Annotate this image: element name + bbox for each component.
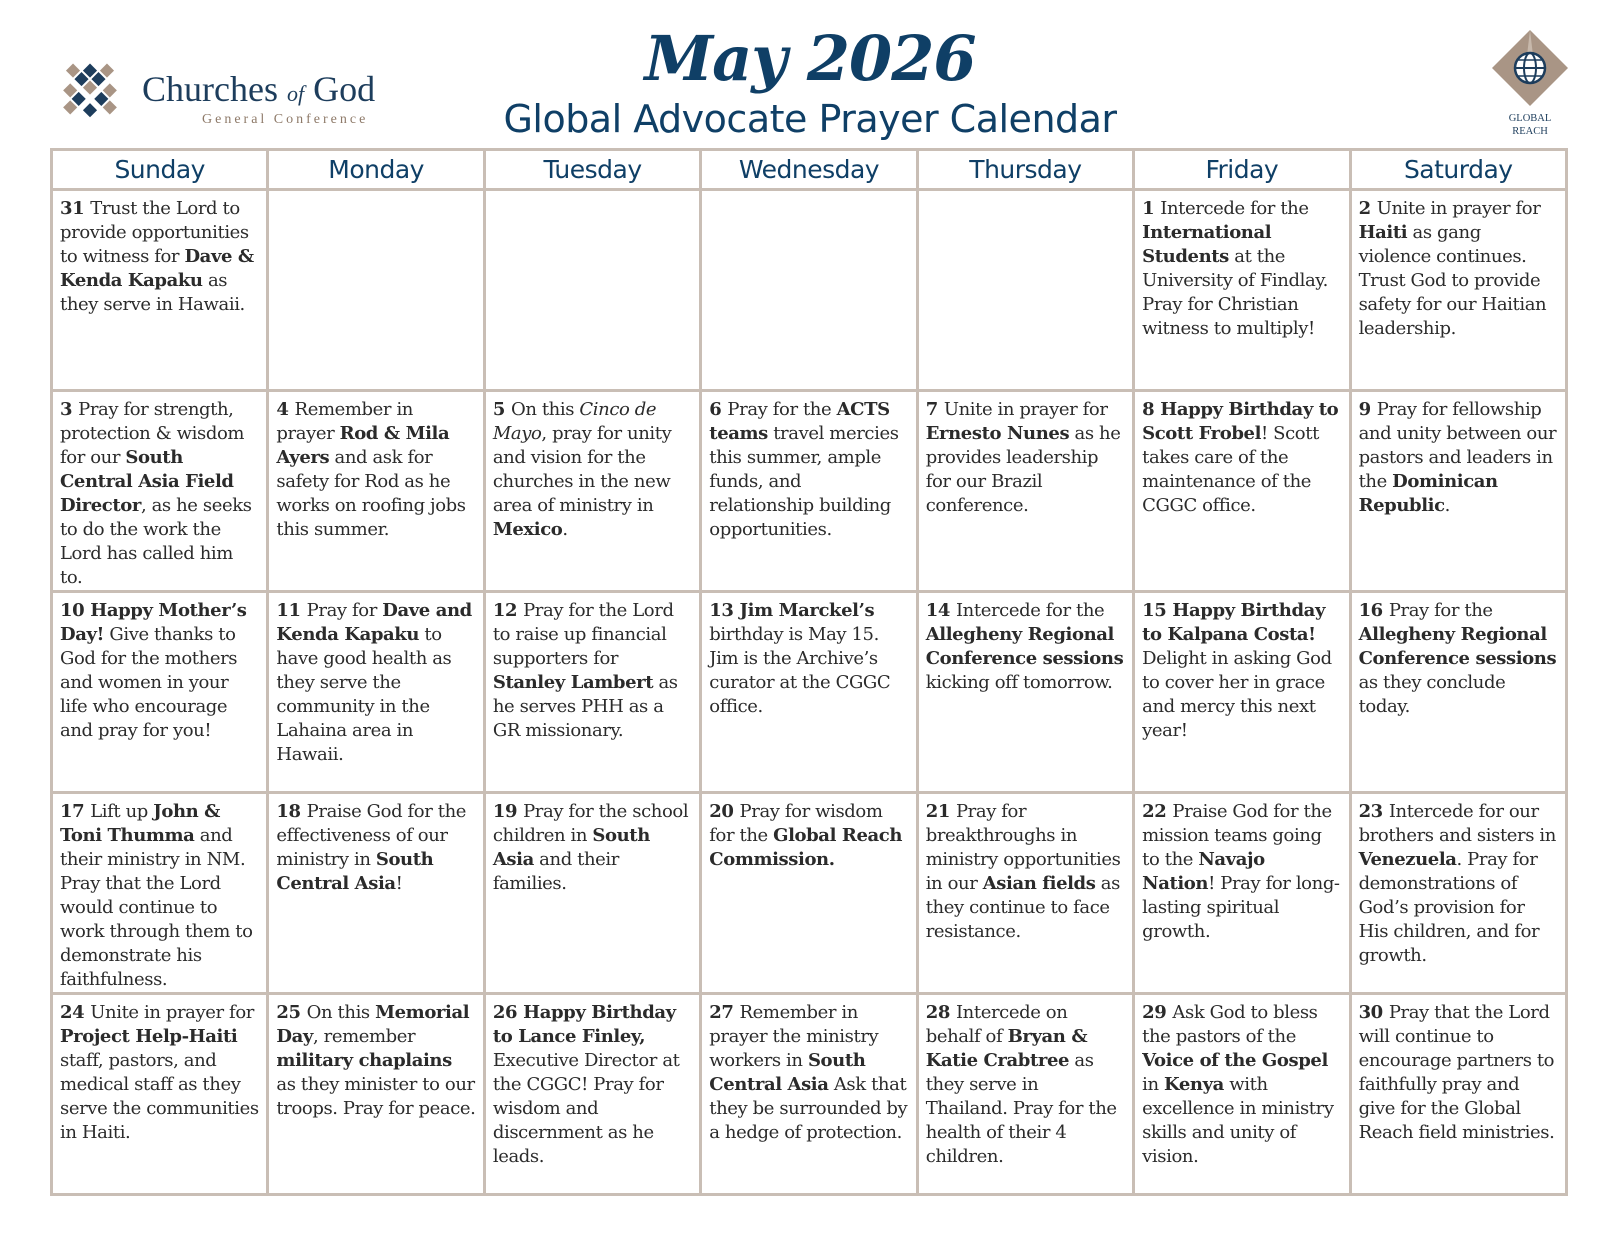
day-cell-6 xyxy=(702,392,918,593)
prayer-text: and their ministry in NM. Pray that the Lord would continue to work through them to demonstrate his faithfulness. xyxy=(60,825,253,990)
prayer-text: travel mercies this summer, ample funds, and relationship building opportunities. xyxy=(709,423,899,540)
day-number: 19 xyxy=(492,801,518,822)
org-subtitle: General Conference xyxy=(202,112,369,127)
day-cell-23 xyxy=(1352,794,1568,995)
prayer-text: Remember in prayer the ministry workers in xyxy=(709,1002,879,1071)
highlight-text: John & Toni Thumma xyxy=(60,801,221,846)
prayer-text: Intercede for our brothers and sisters in xyxy=(1358,801,1556,846)
globe-diamond-icon xyxy=(1480,28,1580,112)
highlight-text: Dave and Kenda Kapaku xyxy=(276,600,472,645)
prayer-text: , as he seeks to do the work the Lord has called him to. xyxy=(60,495,252,588)
prayer-text: Ask God to bless the pastors of the xyxy=(1142,1002,1318,1047)
day-number: 25 xyxy=(276,1002,301,1023)
title-block xyxy=(460,20,1160,142)
highlight-text: Venezuela xyxy=(1358,849,1457,870)
day-number: 16 xyxy=(1358,600,1383,621)
prayer-text: Trust the Lord to provide opportunities to witness for xyxy=(60,198,249,267)
prayer-text: Ask that they be surrounded by a hedge of protection. xyxy=(709,1074,908,1143)
day-number: 5 xyxy=(492,399,505,420)
day-number: 8 xyxy=(1142,399,1155,420)
highlight-text: South Asia xyxy=(492,825,650,870)
day-cell-17 xyxy=(53,794,269,995)
highlight-text: International Students xyxy=(1142,222,1272,267)
day-cell-15 xyxy=(1135,593,1351,794)
prayer-text: and their families. xyxy=(492,849,619,894)
weekday-header-saturday: Saturday xyxy=(1352,151,1568,191)
highlight-text: ACTS teams xyxy=(709,399,890,444)
day-cell-16 xyxy=(1352,593,1568,794)
prayer-text: Pray that the Lord will continue to encourage partners to faithfully pray and give for the Global Reach field ministries. xyxy=(1358,1002,1555,1143)
prayer-text: Unite in prayer for xyxy=(943,399,1108,420)
day-number: 7 xyxy=(925,399,938,420)
day-cell-1 xyxy=(1135,191,1351,392)
highlight-text: Ernesto Nunes xyxy=(925,423,1070,444)
day-cell-11 xyxy=(269,593,485,794)
day-cell-9 xyxy=(1352,392,1568,593)
day-cell-10 xyxy=(53,593,269,794)
day-number: 21 xyxy=(925,801,950,822)
prayer-text: as they continue to face resistance. xyxy=(925,873,1120,942)
prayer-text: as they serve in Thailand. Pray for the health of their 4 children. xyxy=(925,1050,1117,1167)
highlight-text: Memorial Day xyxy=(276,1002,470,1047)
day-number: 27 xyxy=(709,1002,734,1023)
day-number: 4 xyxy=(276,399,289,420)
prayer-text: and ask for safety for Rod as he works on roofing jobs this summer. xyxy=(276,447,466,540)
prayer-text: to have good health as they serve the community in the Lahaina area in Hawaii. xyxy=(276,624,452,765)
empty-day-cell xyxy=(269,191,485,392)
prayer-text: , remember xyxy=(312,1026,416,1047)
day-number: 30 xyxy=(1358,1002,1383,1023)
day-cell-24 xyxy=(53,995,269,1196)
highlight-text: Rod & Mila Ayers xyxy=(276,423,450,468)
prayer-text: kicking off tomorrow. xyxy=(925,672,1113,693)
day-cell-13 xyxy=(702,593,918,794)
italic-text: Cinco de Mayo xyxy=(492,399,657,444)
prayer-text: as they conclude today. xyxy=(1358,672,1506,717)
day-number: 2 xyxy=(1358,198,1371,219)
prayer-text: Pray for the Lord to raise up financial supporters for xyxy=(492,600,674,669)
prayer-text: . xyxy=(562,519,568,540)
day-cell-31 xyxy=(53,191,269,392)
global-reach-label: GLOBAL REACH xyxy=(1508,113,1552,137)
day-cell-5 xyxy=(486,392,702,593)
day-number: 17 xyxy=(60,801,85,822)
weekday-header-sunday: Sunday xyxy=(53,151,269,191)
prayer-text: Pray for fellowship and unity between our pastors and leaders in the xyxy=(1358,399,1557,492)
day-cell-2 xyxy=(1352,191,1568,392)
prayer-text: as gang violence continues. Trust God to provide safety for our Haitian leadership. xyxy=(1358,222,1547,339)
prayer-text: at the University of Findlay. Pray for Christian witness to multiply! xyxy=(1142,246,1328,339)
day-cell-18 xyxy=(269,794,485,995)
day-number: 15 xyxy=(1142,600,1167,621)
prayer-text: Lift up xyxy=(90,801,154,822)
day-cell-14 xyxy=(919,593,1135,794)
prayer-text: Remember in prayer xyxy=(276,399,413,444)
day-cell-28 xyxy=(919,995,1135,1196)
prayer-text: Intercede for the xyxy=(1160,198,1309,219)
prayer-text: as he serves PHH as a GR missionary. xyxy=(492,672,678,741)
page-header xyxy=(0,0,1613,150)
weekday-header-monday: Monday xyxy=(269,151,485,191)
highlight-text: Asian fields xyxy=(982,873,1096,894)
day-number: 11 xyxy=(276,600,301,621)
month-title: May 2026 xyxy=(644,22,976,95)
day-number: 22 xyxy=(1142,801,1167,822)
day-number: 20 xyxy=(709,801,734,822)
highlight-text: Haiti xyxy=(1358,222,1408,243)
day-number: 26 xyxy=(492,1002,518,1023)
prayer-text: . Pray for demonstrations of God’s provision for His children, and for growth. xyxy=(1358,849,1540,966)
highlight-text: military chaplains xyxy=(276,1050,452,1071)
day-number: 29 xyxy=(1142,1002,1167,1023)
prayer-text: as he provides leadership for our Brazil conference. xyxy=(925,423,1121,516)
highlight-text: Navajo Nation xyxy=(1142,849,1265,894)
empty-day-cell xyxy=(486,191,702,392)
day-number: 6 xyxy=(709,399,722,420)
day-number: 3 xyxy=(60,399,73,420)
day-number: 23 xyxy=(1358,801,1383,822)
prayer-text: Pray for breakthroughs in ministry opportunities in our xyxy=(925,801,1121,894)
prayer-calendar-grid xyxy=(50,148,1568,1196)
day-cell-3 xyxy=(53,392,269,593)
highlight-text: South Central Asia Field Director xyxy=(60,447,234,516)
highlight-text: Global Reach Commission. xyxy=(709,825,902,870)
day-number: 1 xyxy=(1142,198,1155,219)
day-number: 24 xyxy=(60,1002,85,1023)
day-number: 13 xyxy=(709,600,734,621)
day-cell-27 xyxy=(702,995,918,1196)
prayer-text: Praise God for the effectiveness of our ministry in xyxy=(276,801,467,870)
highlight-text: Happy Birthday to Scott Frobel xyxy=(1142,399,1339,444)
prayer-text: On this xyxy=(306,1002,376,1023)
prayer-text: with excellence in ministry skills and unity of vision. xyxy=(1142,1074,1334,1167)
empty-day-cell xyxy=(919,191,1135,392)
highlight-text: Bryan & Katie Crabtree xyxy=(925,1026,1088,1071)
day-cell-21 xyxy=(919,794,1135,995)
day-cell-8 xyxy=(1135,392,1351,593)
prayer-text: in xyxy=(1142,1074,1165,1095)
day-number: 14 xyxy=(925,600,950,621)
prayer-text: Pray for the xyxy=(727,399,837,420)
prayer-text: as they minister to our troops. Pray for peace. xyxy=(276,1074,476,1119)
prayer-text: On this xyxy=(510,399,580,420)
quilt-cross-icon xyxy=(50,48,130,130)
weekday-header-friday: Friday xyxy=(1135,151,1351,191)
day-cell-22 xyxy=(1135,794,1351,995)
highlight-text: Dominican Republic xyxy=(1358,471,1498,516)
highlight-text: Stanley Lambert xyxy=(492,672,654,693)
prayer-text: ! Pray for long-lasting spiritual growth. xyxy=(1142,873,1340,942)
prayer-text: Delight in asking God to cover her in grace and mercy this next year! xyxy=(1142,648,1332,741)
prayer-text: . xyxy=(1444,495,1450,516)
empty-day-cell xyxy=(702,191,918,392)
day-cell-20 xyxy=(702,794,918,995)
prayer-text: staff, pastors, and medical staff as they serve the communities in Haiti. xyxy=(60,1050,259,1143)
highlight-text: Happy Mother’s Day! xyxy=(60,600,247,645)
prayer-text: ! xyxy=(395,873,403,894)
highlight-text: Allegheny Regional Conference sessions xyxy=(1358,624,1557,669)
day-cell-26 xyxy=(486,995,702,1196)
highlight-text: Project Help-Haiti xyxy=(60,1026,238,1047)
prayer-text: as they serve in Hawaii. xyxy=(60,270,245,315)
highlight-text: Happy Birthday to Lance Finley, xyxy=(492,1002,676,1047)
prayer-text: , pray for unity and vision for the churches in the new area of ministry in xyxy=(492,423,672,516)
day-number: 31 xyxy=(60,198,85,219)
churches-of-god-logo xyxy=(50,48,450,138)
highlight-text: Jim Marckel’s xyxy=(739,600,875,621)
weekday-header-tuesday: Tuesday xyxy=(486,151,702,191)
day-number: 10 xyxy=(60,600,85,621)
highlight-text: South Central Asia xyxy=(276,849,434,894)
weekday-header-wednesday: Wednesday xyxy=(702,151,918,191)
day-number: 28 xyxy=(925,1002,950,1023)
org-name: Churches of God xyxy=(142,69,376,109)
prayer-text: Pray for the school children in xyxy=(492,801,689,846)
day-cell-12 xyxy=(486,593,702,794)
day-cell-29 xyxy=(1135,995,1351,1196)
day-number: 12 xyxy=(492,600,518,621)
prayer-text: Executive Director at the CGGC! Pray for wisdom and discernment as he leads. xyxy=(492,1050,680,1167)
prayer-text: Pray for xyxy=(306,600,383,621)
calendar-subtitle: Global Advocate Prayer Calendar xyxy=(503,97,1117,141)
day-cell-25 xyxy=(269,995,485,1196)
prayer-text: ! Scott takes care of the maintenance of the CGGC office. xyxy=(1142,423,1319,516)
highlight-text: South Central Asia xyxy=(709,1050,866,1095)
day-number: 9 xyxy=(1358,399,1371,420)
global-reach-logo xyxy=(1480,28,1580,143)
day-cell-30 xyxy=(1352,995,1568,1196)
prayer-text: Pray for strength, protection & wisdom for our xyxy=(60,399,245,468)
highlight-text: Happy Birthday to Kalpana Costa! xyxy=(1142,600,1326,645)
weekday-header-thursday: Thursday xyxy=(919,151,1135,191)
prayer-text: Intercede for the xyxy=(955,600,1105,621)
prayer-text: birthday is May 15. Jim is the Archive’s curator at the CGGC office. xyxy=(709,624,891,717)
prayer-text: Pray for the xyxy=(1388,600,1493,621)
highlight-text: Allegheny Regional Conference sessions xyxy=(925,624,1124,669)
highlight-text: Mexico xyxy=(492,519,563,540)
prayer-text: Unite in prayer for xyxy=(90,1002,254,1023)
prayer-text: Unite in prayer for xyxy=(1376,198,1541,219)
day-cell-19 xyxy=(486,794,702,995)
prayer-text: Intercede on behalf of xyxy=(925,1002,1068,1047)
highlight-text: Kenya xyxy=(1164,1074,1224,1095)
day-number: 18 xyxy=(276,801,301,822)
prayer-text: Give thanks to God for the mothers and women in your life who encourage and pray for you! xyxy=(60,624,238,741)
highlight-text: Dave & Kenda Kapaku xyxy=(60,246,254,291)
day-cell-4 xyxy=(269,392,485,593)
highlight-text: Voice of the Gospel xyxy=(1142,1050,1328,1071)
prayer-text: Praise God for the mission teams going to the xyxy=(1142,801,1332,870)
prayer-text: Pray for wisdom for the xyxy=(709,801,883,846)
day-cell-7 xyxy=(919,392,1135,593)
